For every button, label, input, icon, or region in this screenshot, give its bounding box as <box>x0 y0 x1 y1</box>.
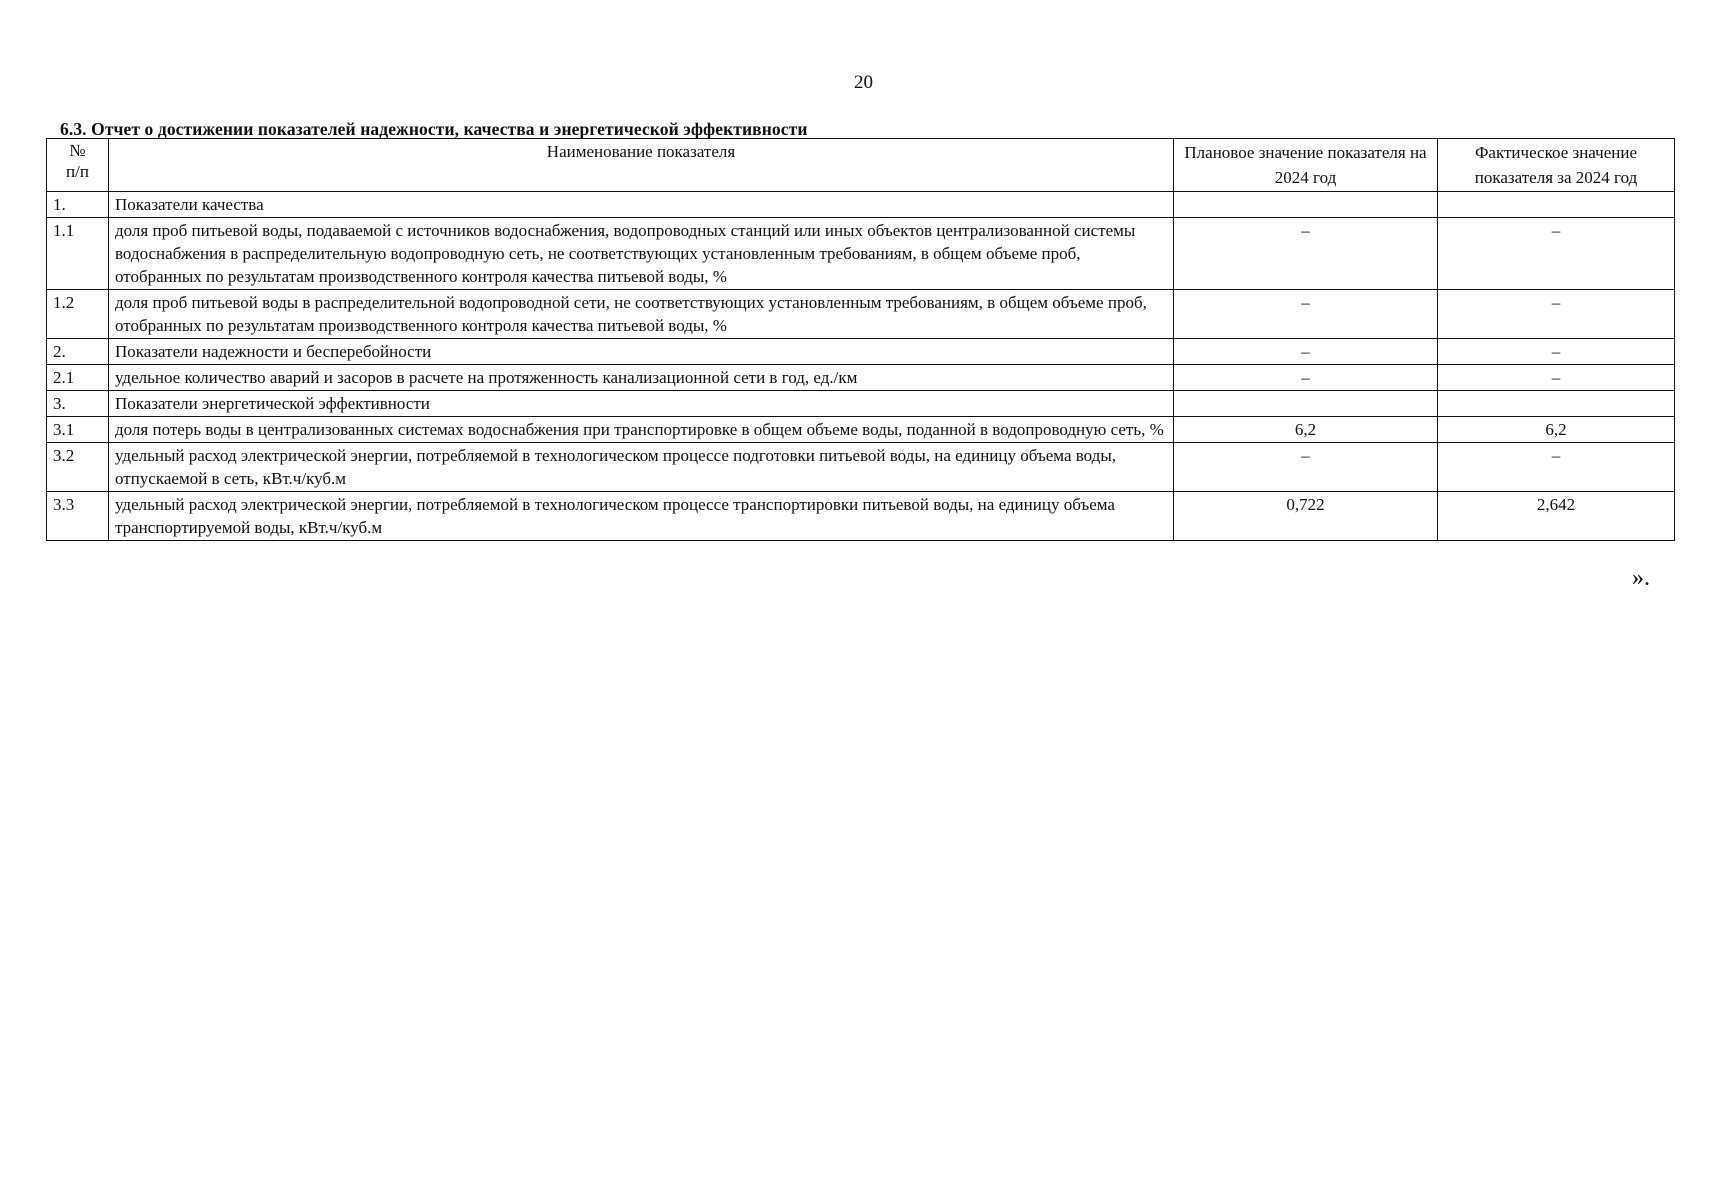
planned-value: – <box>1174 339 1438 365</box>
page-number: 20 <box>854 72 873 93</box>
table-row <box>47 391 1675 417</box>
table-row <box>47 218 1675 290</box>
table-header-row <box>47 139 1675 192</box>
row-number: 1. <box>47 192 109 218</box>
planned-value: – <box>1174 443 1438 492</box>
section-title: 6.3. Отчет о достижении показателей надежности, качества и энергетической эффективности <box>60 119 808 139</box>
actual-value <box>1438 391 1675 417</box>
actual-value: 6,2 <box>1438 417 1675 443</box>
indicator-name: удельный расход электрической энергии, потребляемой в технологическом процессе подготовки питьевой воды, на единицу объема воды, отпускаемой в сеть, кВт.ч/куб.м <box>109 443 1174 492</box>
row-number: 2.1 <box>47 365 109 391</box>
actual-value: – <box>1438 443 1675 492</box>
header-indicator-name: Наименование показателя <box>109 139 1174 192</box>
actual-value: 2,642 <box>1438 492 1675 541</box>
actual-value: – <box>1438 218 1675 290</box>
actual-value: – <box>1438 339 1675 365</box>
actual-value <box>1438 192 1675 218</box>
row-number: 3. <box>47 391 109 417</box>
table-row <box>47 339 1675 365</box>
table-row <box>47 365 1675 391</box>
row-number: 2. <box>47 339 109 365</box>
table-row <box>47 192 1675 218</box>
indicator-name: Показатели надежности и бесперебойности <box>109 339 1174 365</box>
header-number <box>47 139 109 192</box>
planned-value <box>1174 192 1438 218</box>
planned-value <box>1174 391 1438 417</box>
row-number: 3.3 <box>47 492 109 541</box>
indicator-name: доля проб питьевой воды, подаваемой с источников водоснабжения, водопроводных станций или иных объектов централизованной системы водоснабжения в распределительную водопроводную сеть, не соответствующих установленным требованиям, в общем объеме проб, отобранных по результатам производственного контроля качества питьевой воды, % <box>109 218 1174 290</box>
row-number: 3.1 <box>47 417 109 443</box>
header-number-abbrev: п/п <box>66 162 89 181</box>
indicator-name: Показатели качества <box>109 192 1174 218</box>
row-number: 3.2 <box>47 443 109 492</box>
row-number: 1.1 <box>47 218 109 290</box>
planned-value: – <box>1174 290 1438 339</box>
table-row <box>47 492 1675 541</box>
header-number-symbol: № <box>69 141 86 160</box>
header-planned-value: Плановое значение показателя на 2024 год <box>1174 139 1438 192</box>
planned-value: 0,722 <box>1174 492 1438 541</box>
table-row <box>47 417 1675 443</box>
actual-value: – <box>1438 290 1675 339</box>
indicator-name: доля потерь воды в централизованных системах водоснабжения при транспортировке в общем объеме воды, поданной в водопроводную сеть, % <box>109 417 1174 443</box>
indicators-table <box>46 138 1675 541</box>
table-row <box>47 290 1675 339</box>
indicator-name: удельное количество аварий и засоров в расчете на протяженность канализационной сети в год, ед./км <box>109 365 1174 391</box>
indicator-name: Показатели энергетической эффективности <box>109 391 1174 417</box>
planned-value: – <box>1174 365 1438 391</box>
planned-value: – <box>1174 218 1438 290</box>
closing-quote-mark: ». <box>1632 565 1650 591</box>
indicator-name: удельный расход электрической энергии, потребляемой в технологическом процессе транспортировки питьевой воды, на единицу объема транспортируемой воды, кВт.ч/куб.м <box>109 492 1174 541</box>
indicator-name: доля проб питьевой воды в распределительной водопроводной сети, не соответствующих установленным требованиям, в общем объеме проб, отобранных по результатам производственного контроля качества питьевой воды, % <box>109 290 1174 339</box>
actual-value: – <box>1438 365 1675 391</box>
header-actual-value: Фактическое значение показателя за 2024 год <box>1438 139 1675 192</box>
row-number: 1.2 <box>47 290 109 339</box>
table-row <box>47 443 1675 492</box>
planned-value: 6,2 <box>1174 417 1438 443</box>
